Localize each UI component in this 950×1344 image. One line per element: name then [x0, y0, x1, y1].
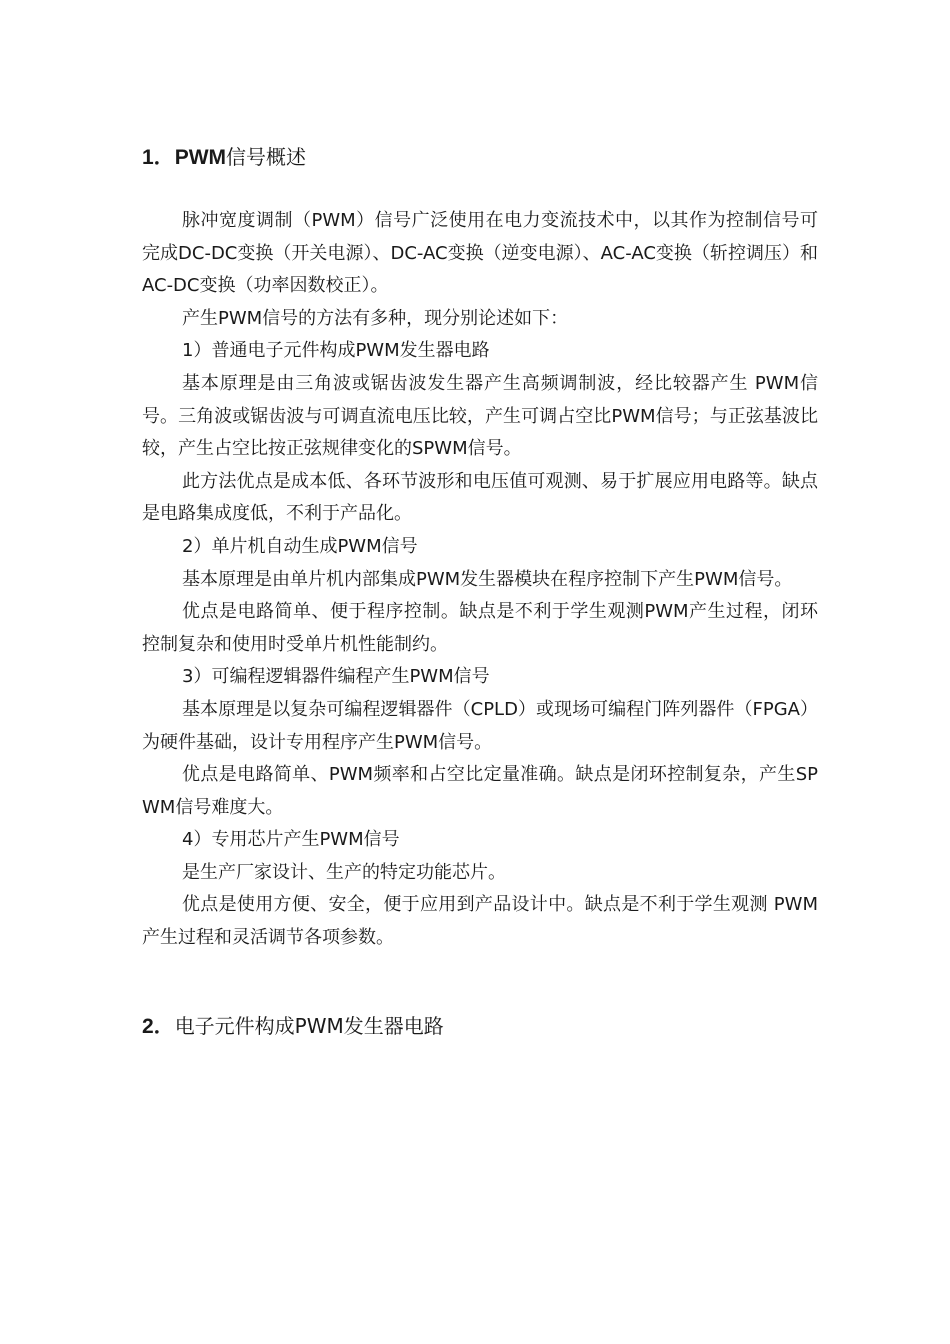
method-heading-2: 2）单片机自动生成PWM信号 [182, 535, 418, 557]
paragraph-principle-4: 是生产厂家设计、生产的特定功能芯片。 [182, 861, 506, 883]
method-heading-1: 1）普通电子元件构成PWM发生器电路 [182, 340, 490, 362]
section-heading-1 [142, 143, 306, 172]
section-number: 2． [142, 1015, 175, 1038]
paragraph-pros-cons-3: 优点是电路简单、PWM频率和占空比定量准确。缺点是闭环控制复杂，产生SPWM信号难度大。 [142, 764, 818, 818]
method-heading-3: 3）可编程逻辑器件编程产生PWM信号 [182, 666, 490, 688]
paragraph-principle-2: 基本原理是由单片机内部集成PWM发生器模块在程序控制下产生PWM信号。 [182, 568, 793, 590]
section-heading-2 [142, 1012, 444, 1041]
section-body [142, 205, 818, 955]
paragraph-pros-cons-2: 优点是电路简单、便于程序控制。缺点是不利于学生观测PWM产生过程，闭环控制复杂和使用时受单片机性能制约。 [142, 601, 818, 655]
paragraph-intro: 脉冲宽度调制（PWM）信号广泛使用在电力变流技术中，以其作为控制信号可完成DC-DC变换（开关电源）、DC-AC变换（逆变电源）、AC-AC变换（斩控调压）和AC-DC变换（功率因数校正）。 [142, 210, 818, 297]
method-heading-4: 4）专用芯片产生PWM信号 [182, 829, 400, 851]
section-number: 1． [142, 146, 175, 169]
section-title: 信号概述 [226, 145, 307, 169]
paragraph-methods-intro: 产生PWM信号的方法有多种，现分别论述如下： [182, 307, 569, 329]
paragraph-pros-cons-4: 优点是使用方便、安全，便于应用到产品设计中。缺点是不利于学生观测 PWM产生过程和灵活调节各项参数。 [142, 894, 818, 949]
section-title: 电子元件构成PWM发生器电路 [174, 1014, 444, 1038]
paragraph-pros-cons-1: 此方法优点是成本低、各环节波形和电压值可观测、易于扩展应用电路等。缺点是电路集成度低，不利于产品化。 [142, 470, 818, 525]
paragraph-principle-3: 基本原理是以复杂可编程逻辑器件（CPLD）或现场可编程门阵列器件（FPGA）为硬件基础，设计专用程序产生PWM信号。 [142, 698, 818, 753]
paragraph-principle-1: 基本原理是由三角波或锯齿波发生器产生高频调制波，经比较器产生 PWM信号。三角波或锯齿波与可调直流电压比较，产生可调占空比PWM信号；与正弦基波比较，产生占空比按正弦规律变化的SPWM信号。 [142, 372, 818, 460]
section-keyword: PWM [174, 146, 227, 169]
